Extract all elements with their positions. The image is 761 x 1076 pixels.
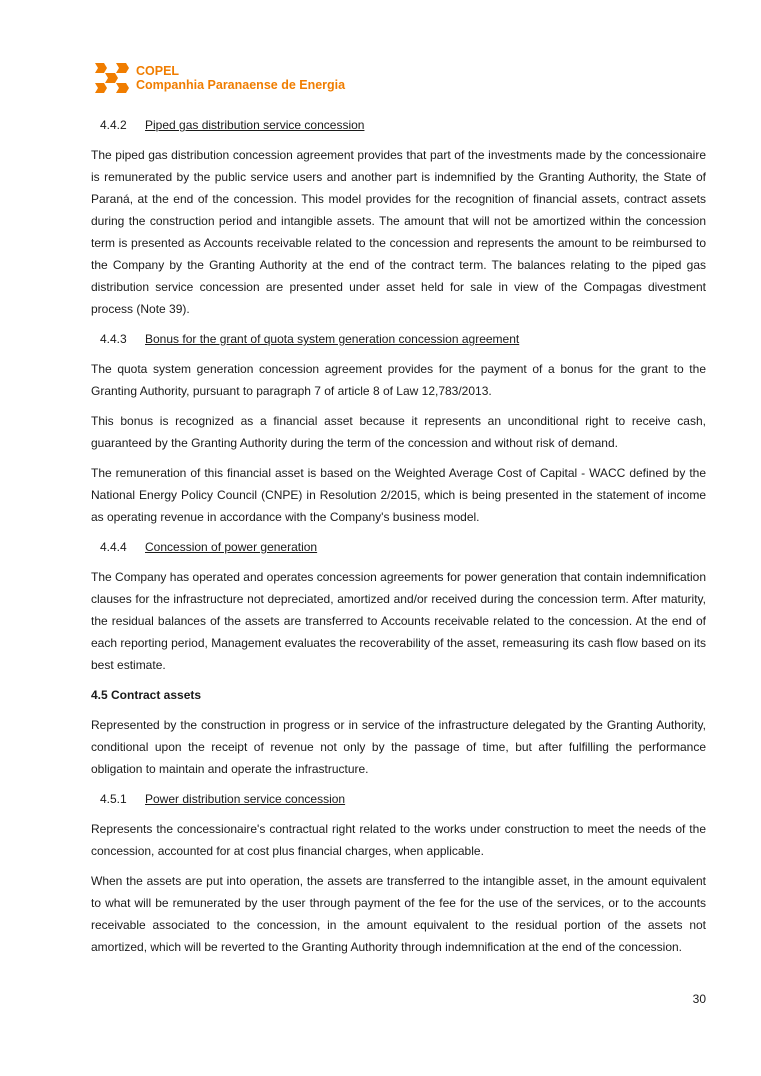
paragraph: The piped gas distribution concession agreement provides that part of the investments made by the concessionaire is remunerated by the public service users and another part is indemnified by the Granting Authority, the State of Paraná, at the end of the concession. This model provides for the recognition of financial assets, contract assets during the construction period and intangible assets. The amount that will not be amortized within the concession term is presented as Accounts receivable related to the concession and represents the amount to be reimbursed to the Company by the Granting Authority at the end of the contract term. The balances relating to the piped gas distribution service concession are presented under asset held for sale in view of the Compagas divestment process (Note 39). — [91, 148, 706, 316]
subsection-number: 4.4.3 — [100, 332, 127, 346]
page-number: 30 — [692, 992, 706, 1006]
paragraph: The Company has operated and operates concession agreements for power generation that contain indemnification clauses for the infrastructure not depreciated, amortized and/or received during the concession term. After maturity, the residual balances of the assets are transferred to Accounts receivable related to the concession. At the end of each reporting period, Management evaluates the recoverability of the asset, remeasuring its cash flow based on its best estimate. — [91, 570, 706, 672]
paragraph: When the assets are put into operation, the assets are transferred to the intangible asset, in the amount equivalent to what will be remunerated by the user through payment of the fee for the use of the services, or to the accounts receivable associated to the concession, in the amount equivalent to the residual portion of the assets not amortized, which will be reverted to the Granting Authority through indemnification at the end of the concession. — [91, 874, 706, 954]
subsection-heading — [91, 788, 706, 810]
company-short-name: COPEL — [136, 64, 180, 78]
section-heading: 4.5 Contract assets — [91, 688, 202, 702]
subsection-title: Piped gas distribution service concession — [145, 118, 365, 132]
subsection-number: 4.4.2 — [100, 118, 127, 132]
subsection-title: Power distribution service concession — [145, 792, 346, 806]
subsection-title: Concession of power generation — [145, 540, 318, 554]
subsection-heading — [91, 536, 706, 558]
subsection-title: Bonus for the grant of quota system generation concession agreement — [145, 332, 520, 346]
paragraph: This bonus is recognized as a financial asset because it represents an unconditional right to receive cash, guaranteed by the Granting Authority during the term of the concession and without risk of demand. — [91, 414, 706, 450]
paragraph: The remuneration of this financial asset is based on the Weighted Average Cost of Capital - WACC defined by the National Energy Policy Council (CNPE) in Resolution 2/2015, which is being presented in the statement of income as operating revenue in accordance with the Company's business model. — [91, 466, 706, 524]
paragraph: Represented by the construction in progress or in service of the infrastructure delegated by the Granting Authority, conditional upon the receipt of revenue not only by the passage of time, but after fulfilling the performance obligation to maintain and operate the infrastructure. — [91, 718, 706, 776]
logo-text — [136, 64, 345, 92]
subsection-number: 4.5.1 — [100, 792, 127, 806]
company-full-name: Companhia Paranaense de Energia — [136, 78, 346, 92]
document-body — [91, 114, 706, 966]
subsection-heading — [91, 114, 706, 136]
subsection-number: 4.4.4 — [100, 540, 127, 554]
subsection-heading — [91, 328, 706, 350]
paragraph: Represents the concessionaire's contractual right related to the works under construction to meet the needs of the concession, accounted for at cost plus financial charges, when applicable. — [91, 822, 706, 858]
copel-logo-icon — [94, 60, 130, 96]
paragraph: The quota system generation concession agreement provides for the payment of a bonus for the grant to the Granting Authority, pursuant to paragraph 7 of article 8 of Law 12,783/2013. — [91, 362, 706, 398]
